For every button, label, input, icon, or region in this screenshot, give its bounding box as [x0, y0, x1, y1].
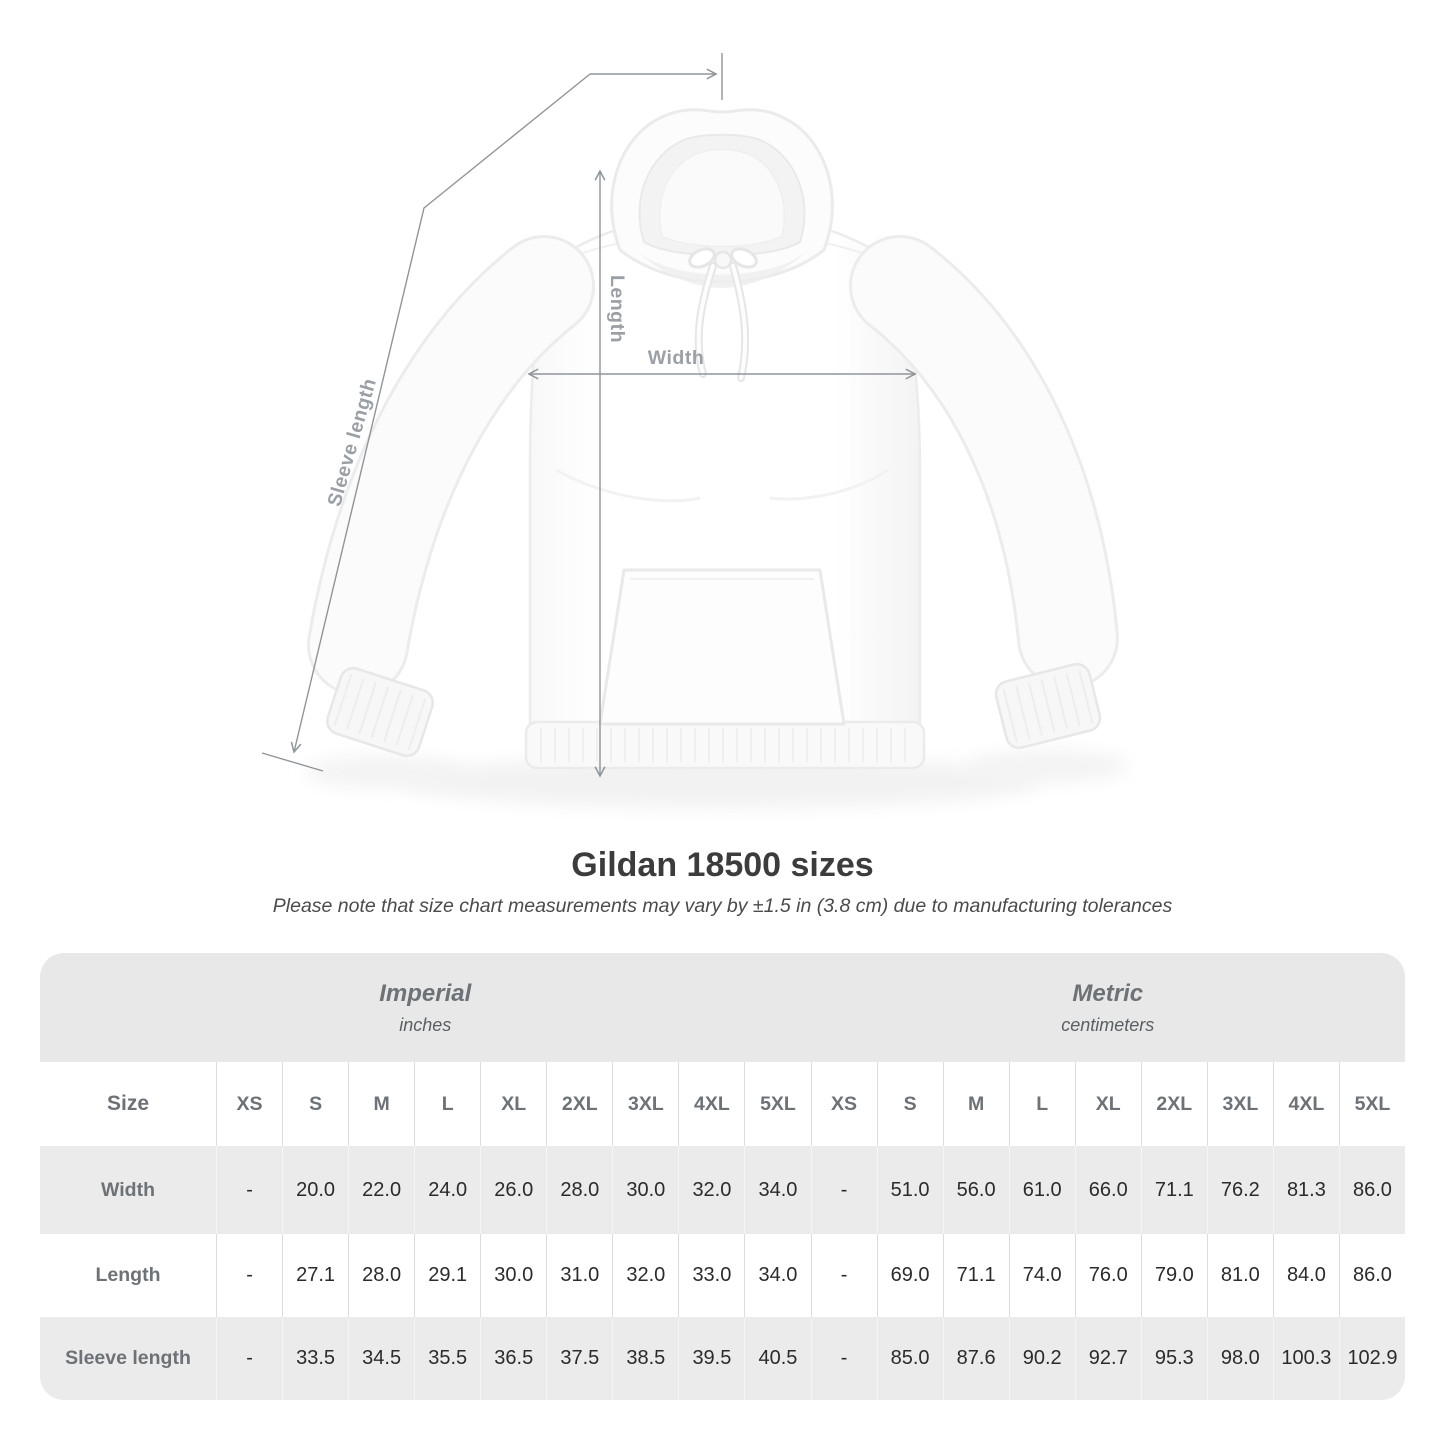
value-cell: 40.5: [744, 1317, 810, 1400]
value-cell: -: [811, 1317, 877, 1400]
size-table: [40, 953, 1405, 1400]
value-cell: 34.0: [744, 1146, 810, 1234]
kangaroo-pocket: [600, 570, 844, 724]
cuff-tick: [262, 753, 323, 771]
value-cell: 86.0: [1339, 1234, 1405, 1317]
value-cell: 86.0: [1339, 1146, 1405, 1234]
value-cell: 30.0: [480, 1234, 546, 1317]
size-col-header: M: [943, 1062, 1009, 1146]
row-label: Sleeve length: [40, 1317, 216, 1400]
value-cell: 26.0: [480, 1146, 546, 1234]
value-cell: 38.5: [612, 1317, 678, 1400]
value-cell: 28.0: [348, 1234, 414, 1317]
size-chart-title: Gildan 18500 sizes: [571, 846, 874, 884]
value-cell: 92.7: [1075, 1317, 1141, 1400]
size-col-header: L: [414, 1062, 480, 1146]
value-cell: 33.5: [282, 1317, 348, 1400]
value-cell: 100.3: [1273, 1317, 1339, 1400]
value-cell: 61.0: [1009, 1146, 1075, 1234]
size-col-header: 5XL: [1339, 1062, 1405, 1146]
size-col-header: S: [282, 1062, 348, 1146]
size-col-header: 2XL: [1141, 1062, 1207, 1146]
value-cell: -: [811, 1234, 877, 1317]
size-col-header: M: [348, 1062, 414, 1146]
value-cell: 98.0: [1207, 1317, 1273, 1400]
size-col-header: XS: [216, 1062, 282, 1146]
value-cell: 30.0: [612, 1146, 678, 1234]
value-cell: 29.1: [414, 1234, 480, 1317]
value-cell: 87.6: [943, 1317, 1009, 1400]
value-cell: 76.2: [1207, 1146, 1273, 1234]
size-col-header: 2XL: [546, 1062, 612, 1146]
value-cell: 74.0: [1009, 1234, 1075, 1317]
value-cell: 84.0: [1273, 1234, 1339, 1317]
value-cell: 24.0: [414, 1146, 480, 1234]
size-col-header: XL: [480, 1062, 546, 1146]
size-col-header: XL: [1075, 1062, 1141, 1146]
size-col-header: 3XL: [612, 1062, 678, 1146]
value-cell: 39.5: [678, 1317, 744, 1400]
row-label: Length: [95, 1264, 161, 1286]
value-cell: 69.0: [877, 1234, 943, 1317]
value-cell: -: [811, 1146, 877, 1234]
width-label: Width: [647, 347, 705, 369]
value-cell: -: [216, 1234, 282, 1317]
value-cell: 32.0: [612, 1234, 678, 1317]
value-cell: 20.0: [282, 1146, 348, 1234]
hem-band: [526, 722, 924, 768]
value-cell: 81.3: [1273, 1146, 1339, 1234]
value-cell: 56.0: [943, 1146, 1009, 1234]
value-cell: 71.1: [1141, 1146, 1207, 1234]
value-cell: 35.5: [414, 1317, 480, 1400]
sleeve-right: [900, 286, 1068, 638]
unit-group-imperial: [40, 953, 811, 1062]
value-cell: 32.0: [678, 1146, 744, 1234]
size-col-header: XS: [811, 1062, 877, 1146]
size-col-header: 3XL: [1207, 1062, 1273, 1146]
size-col-header: 4XL: [678, 1062, 744, 1146]
value-cell: 90.2: [1009, 1317, 1075, 1400]
value-cell: 79.0: [1141, 1234, 1207, 1317]
size-header-cell: Size: [106, 1092, 150, 1115]
value-cell: 27.1: [282, 1234, 348, 1317]
sleeve-left: [358, 286, 544, 645]
size-chart-subtitle: Please note that size chart measurements may vary by ±1.5 in (3.8 cm) due to manufacturing tolerances: [272, 895, 1173, 917]
cuff-right: [993, 661, 1103, 750]
value-cell: 95.3: [1141, 1317, 1207, 1400]
value-cell: 85.0: [877, 1317, 943, 1400]
hoodie-illustration: [324, 110, 1103, 768]
metric-label: Metric: [1072, 979, 1144, 1007]
size-col-header: 5XL: [744, 1062, 810, 1146]
value-cell: 66.0: [1075, 1146, 1141, 1234]
size-col-header: L: [1009, 1062, 1075, 1146]
value-cell: 76.0: [1075, 1234, 1141, 1317]
imperial-label: Imperial: [379, 979, 472, 1007]
value-cell: -: [216, 1146, 282, 1234]
value-cell: 37.5: [546, 1317, 612, 1400]
value-cell: 34.5: [348, 1317, 414, 1400]
value-cell: 28.0: [546, 1146, 612, 1234]
row-label: Width: [40, 1146, 216, 1234]
value-cell: 51.0: [877, 1146, 943, 1234]
value-cell: 71.1: [943, 1234, 1009, 1317]
cuff-left: [324, 665, 436, 759]
value-cell: 22.0: [348, 1146, 414, 1234]
drawstring-knot: [715, 252, 731, 268]
value-cell: 31.0: [546, 1234, 612, 1317]
imperial-unit: inches: [399, 1014, 452, 1035]
value-cell: 33.0: [678, 1234, 744, 1317]
size-col-header: S: [877, 1062, 943, 1146]
value-cell: -: [216, 1317, 282, 1400]
size-col-header: 4XL: [1273, 1062, 1339, 1146]
value-cell: 81.0: [1207, 1234, 1273, 1317]
value-cell: 102.9: [1339, 1317, 1405, 1400]
value-cell: 34.0: [744, 1234, 810, 1317]
sleeve-length-label: Sleeve length: [323, 375, 382, 509]
metric-unit: centimeters: [1061, 1014, 1155, 1035]
length-label: Length: [606, 275, 628, 343]
unit-group-metric: [811, 953, 1406, 1062]
value-cell: 36.5: [480, 1317, 546, 1400]
